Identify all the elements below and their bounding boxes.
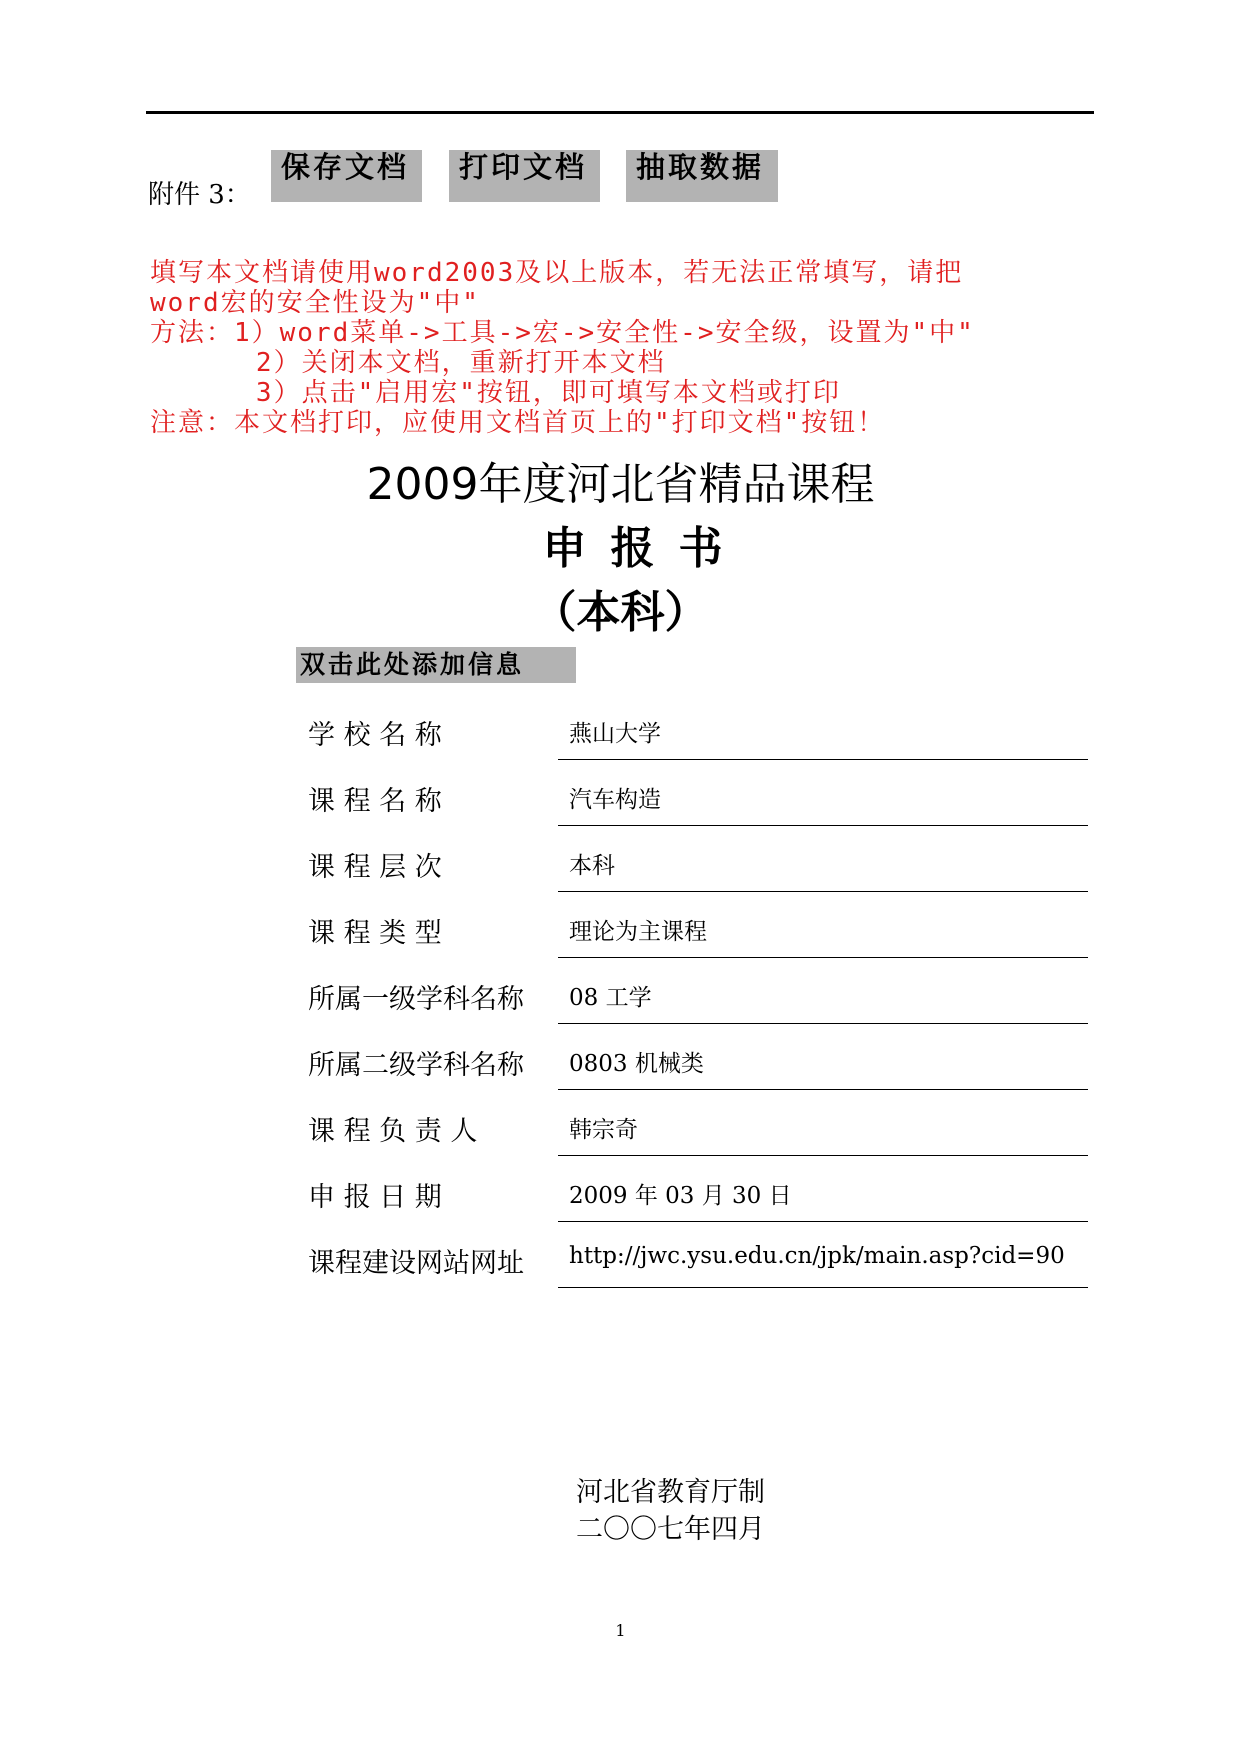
form-row-course-name: [308, 779, 1088, 845]
form-underline: [558, 891, 1088, 892]
save-document-button[interactable]: 保存文档: [271, 150, 422, 202]
header-rule: [146, 111, 1094, 114]
form-label: 所属二级学科名称: [308, 1050, 524, 1081]
form-label: 所属一级学科名称: [308, 984, 524, 1015]
document-subtitle: 申报书: [542, 523, 747, 574]
form-label: 申 报 日 期: [308, 1182, 442, 1213]
form-label: 课 程 层 次: [308, 852, 442, 883]
form-label: 课程建设网站网址: [308, 1248, 524, 1279]
form-label: 课 程 负 责 人: [308, 1116, 478, 1147]
form-label: 课 程 名 称: [308, 786, 442, 817]
form-underline: [558, 1221, 1088, 1222]
notice-line: 方法：1）word菜单->工具->宏->安全性->安全级，设置为"中": [150, 318, 975, 348]
notice-line: 注意：本文档打印，应使用文档首页上的"打印文档"按钮！: [150, 408, 886, 438]
issuer: 河北省教育厅制: [576, 1477, 765, 1508]
attachment-label: 附件 3：: [148, 180, 251, 210]
notice-line: 2）关闭本文档，重新打开本文档: [150, 348, 666, 378]
form-underline: [558, 759, 1088, 760]
form-row-school: [308, 713, 1088, 779]
add-info-button[interactable]: 双击此处添加信息: [296, 647, 576, 683]
form-underline: [558, 1089, 1088, 1090]
form-value[interactable]: 08 工学: [569, 985, 652, 1011]
macro-notice: [150, 228, 975, 468]
form-row-course-level: [308, 845, 1088, 911]
notice-line: word宏的安全性设为"中": [150, 288, 480, 318]
form-underline: [558, 825, 1088, 826]
form-row-course-leader: [308, 1109, 1088, 1175]
form-value[interactable]: 0803 机械类: [569, 1051, 704, 1077]
form-value[interactable]: 汽车构造: [569, 787, 661, 813]
print-document-button[interactable]: 打印文档: [449, 150, 600, 202]
form-label: 学 校 名 称: [308, 720, 442, 751]
form-underline: [558, 1023, 1088, 1024]
form-label: 课 程 类 型: [308, 918, 442, 949]
page-number: 1: [615, 1621, 626, 1640]
form-value[interactable]: 燕山大学: [569, 721, 661, 747]
form-value[interactable]: 2009 年 03 月 30 日: [569, 1183, 792, 1209]
form-underline: [558, 1155, 1088, 1156]
form-value[interactable]: http://jwc.ysu.edu.cn/jpk/main.asp?cid=90: [569, 1243, 1065, 1269]
document-category: （本科）: [532, 587, 709, 638]
notice-line: 填写本文档请使用word2003及以上版本，若无法正常填写，请把: [150, 258, 964, 288]
form-row-application-date: [308, 1175, 1088, 1241]
form-underline: [558, 957, 1088, 958]
notice-line: 3）点击"启用宏"按钮，即可填写本文档或打印: [150, 378, 841, 408]
form-underline: [558, 1287, 1088, 1288]
form-row-course-type: [308, 911, 1088, 977]
form-row-website: [308, 1241, 1088, 1307]
form-row-primary-discipline: [308, 977, 1088, 1043]
extract-data-button[interactable]: 抽取数据: [626, 150, 778, 202]
form-value[interactable]: 韩宗奇: [569, 1117, 638, 1143]
form-value[interactable]: 本科: [569, 853, 615, 879]
form-row-secondary-discipline: [308, 1043, 1088, 1109]
issue-date: 二〇〇七年四月: [576, 1514, 765, 1545]
document-title: 2009年度河北省精品课程: [366, 459, 875, 510]
form-value[interactable]: 理论为主课程: [569, 919, 707, 945]
